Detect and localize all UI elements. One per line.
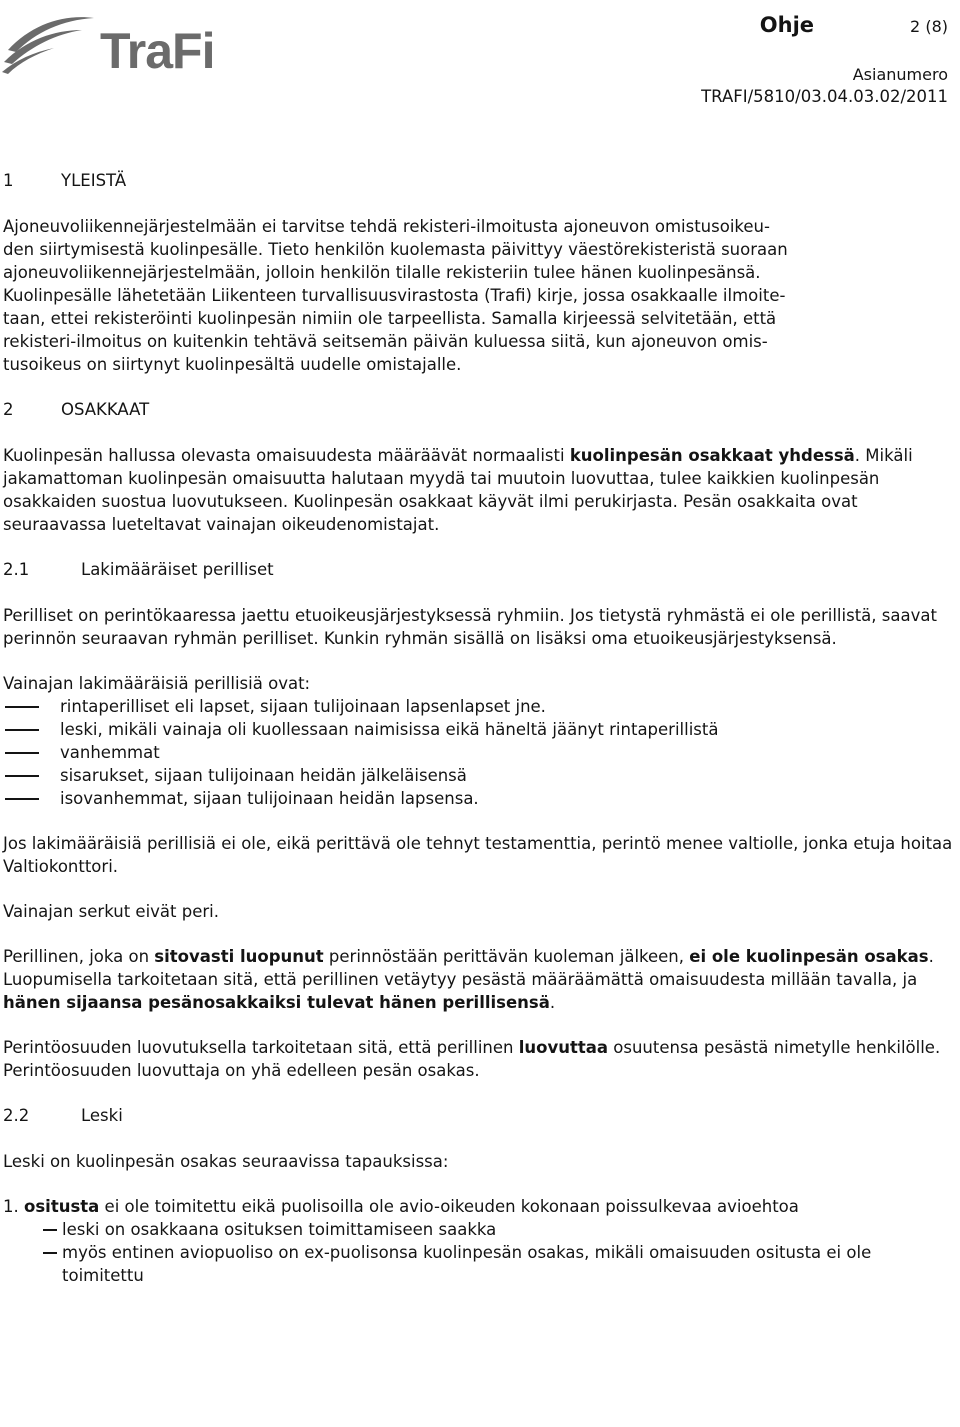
paragraph-widow-intro: Leski on kuolinpesän osakas seuraavissa tapauksissa: (3, 1152, 449, 1171)
list-item: rintaperilliset eli lapset, sijaan tulijoinaan lapsenlapset jne. (3, 695, 953, 718)
paragraph-shareholders: Kuolinpesän hallussa olevasta omaisuudesta määräävät normaalisti kuolinpesän osakkaat yhdessä. Mikäli jakamattoman kuolinpesän omaisuutta halutaan myydä tai muutoin luovuttaa, tulee kaikkien kuolinpesän osakkaiden suostua luovutukseen. Kuolinpesän osakkaat käyvät ilmi perukirjasta. Pesän osakkaita ovat seuraavassa lueteltavat vainajan oikeudenomistajat. (3, 446, 913, 534)
list-item: leski, mikäli vainaja oli kuollessaan naimisissa eikä häneltä jäänyt rintaperillistä (3, 718, 953, 741)
list-item: vanhemmat (3, 741, 953, 764)
logo-text: TraFi (100, 23, 215, 76)
document-header (701, 14, 948, 108)
paragraph-renunciation: Perillinen, joka on sitovasti luopunut perinnöstään perittävän kuoleman jälkeen, ei ole kuolinpesän osakas. Luopumisella tarkoitetaan sitä, että perillinen vetäytyy pesästä määräämättä omaisuudesta millään tavalla, ja hänen sijaansa pesänosakkaiksi tulevat hänen perillisensä. (3, 947, 934, 1012)
page-number: 2 (8) (910, 17, 948, 36)
case-1-list (3, 1218, 953, 1287)
heirs-list (3, 695, 953, 810)
case-label: Asianumero (852, 65, 948, 84)
paragraph-heirs-intro: Vainajan lakimääräisiä perillisiä ovat: (3, 674, 311, 693)
numbered-case-1: 1. ositusta ei ole toimitettu eikä puolisoilla ole avio-oikeuden kokonaan poissulkevaa avioehtoa (3, 1197, 799, 1216)
trafi-logo (2, 6, 226, 76)
paragraph-general: Ajoneuvoliikennejärjestelmään ei tarvitse tehdä rekisteri-ilmoitusta ajoneuvon omistusoikeu- den siirtymisestä kuolinpesälle. Tieto henkilön kuolemasta päivittyy väestörekisteristä suoraan ajoneuvoliikennejärjestelmään, jolloin henkilön tilalle rekisteriin tulee hänen kuolinpesänsä. Kuolinpesälle lähetetään Liikenteen turvallisuusvirastosta (Trafi) kirje, jossa osakkaalle ilmoite- taan, ettei rekisteröinti kuolinpesän nimiin ole tarpeellista. Samalla kirjeessä selvitetään, että rekisteri-ilmoitus on kuitenkin tehtävä seitsemän päivän kuluessa siitä, kun ajoneuvon omis- tusoikeus on siirtynyt kuolinpesältä uudelle omistajalle. (3, 217, 788, 374)
section-heading-2: 2 OSAKKAAT (3, 400, 150, 419)
list-item: sisarukset, sijaan tulijoinaan heidän jälkeläisensä (3, 764, 953, 787)
paragraph-state-inherits: Jos lakimääräisiä perillisiä ei ole, eikä perittävä ole tehnyt testamenttia, perintö menee valtiolle, jonka etuja hoitaa Valtiokonttori. (3, 834, 953, 876)
paragraph-heir-groups: Perilliset on perintökaaressa jaettu etuoikeusjärjestyksessä ryhmiin. Jos tietystä ryhmästä ei ole perillistä, saavat perinnön seuraavan ryhmän perilliset. Kunkin ryhmän sisällä on lisäksi oma etuoikeusjärjestyksensä. (3, 606, 937, 648)
section-heading-2-1: 2.1 Lakimääräiset perilliset (3, 560, 274, 579)
list-item: isovanhemmat, sijaan tulijoinaan heidän lapsensa. (3, 787, 953, 810)
list-item: leski on osakkaana osituksen toimittamiseen saakka (3, 1218, 953, 1241)
document-body (3, 169, 953, 1287)
case-number: TRAFI/5810/03.04.03.02/2011 (701, 87, 948, 106)
section-heading-2-2: 2.2 Leski (3, 1106, 123, 1125)
list-item: myös entinen aviopuoliso on ex-puolisonsa kuolinpesän osakas, mikäli omaisuuden ositusta ei ole toimitettu (3, 1241, 953, 1287)
document-type: Ohje (759, 13, 815, 37)
paragraph-cousins: Vainajan serkut eivät peri. (3, 902, 219, 921)
paragraph-share-transfer: Perintöosuuden luovutuksella tarkoitetaan sitä, että perillinen luovuttaa osuutensa pesästä nimetylle henkilölle. Perintöosuuden luovuttaja on yhä edelleen pesän osakas. (3, 1038, 941, 1080)
section-heading-1: 1 YLEISTÄ (3, 171, 127, 190)
